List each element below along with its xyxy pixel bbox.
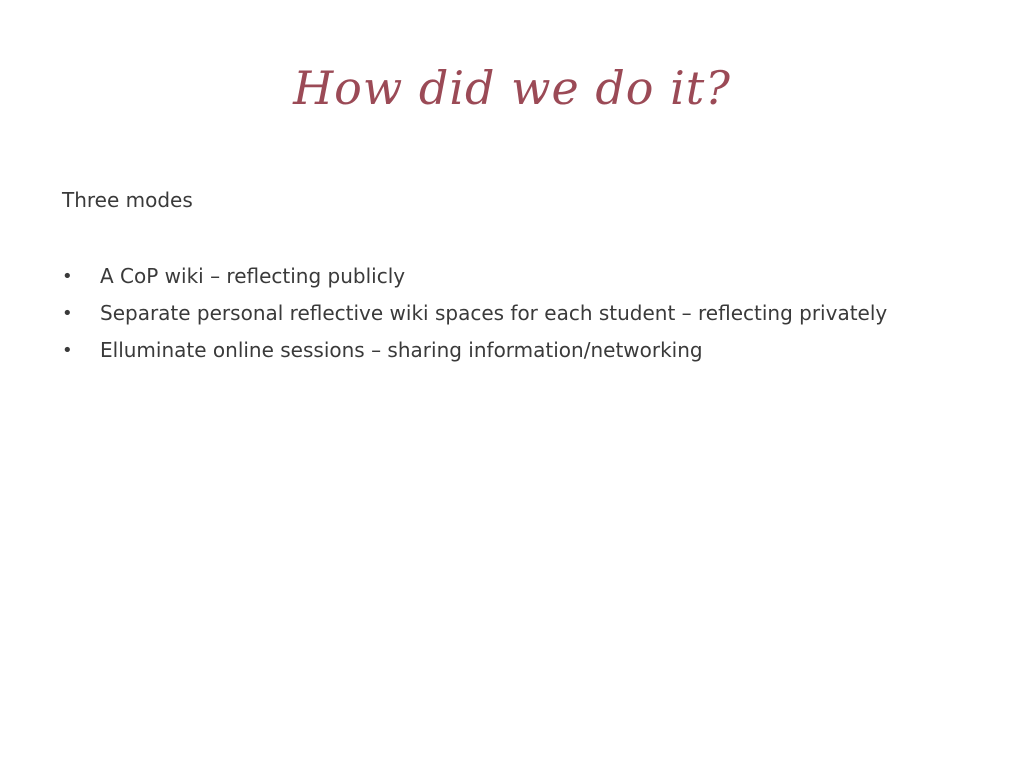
intro-text: Three modes xyxy=(62,188,193,212)
bullet-icon: • xyxy=(62,340,73,361)
bullet-list xyxy=(62,258,982,369)
slide-title: How did we do it? xyxy=(293,61,731,115)
bullet-text: Elluminate online sessions – sharing information/networking xyxy=(100,338,703,362)
bullet-icon: • xyxy=(62,266,73,287)
bullet-item xyxy=(62,258,982,295)
slide-body xyxy=(62,184,982,369)
bullet-text: Separate personal reflective wiki spaces for each student – reflecting privately xyxy=(100,301,888,325)
bullet-text: A CoP wiki – reflecting publicly xyxy=(100,264,406,288)
bullet-item xyxy=(62,295,982,332)
bullet-icon: • xyxy=(62,303,73,324)
bullet-item xyxy=(62,332,982,369)
